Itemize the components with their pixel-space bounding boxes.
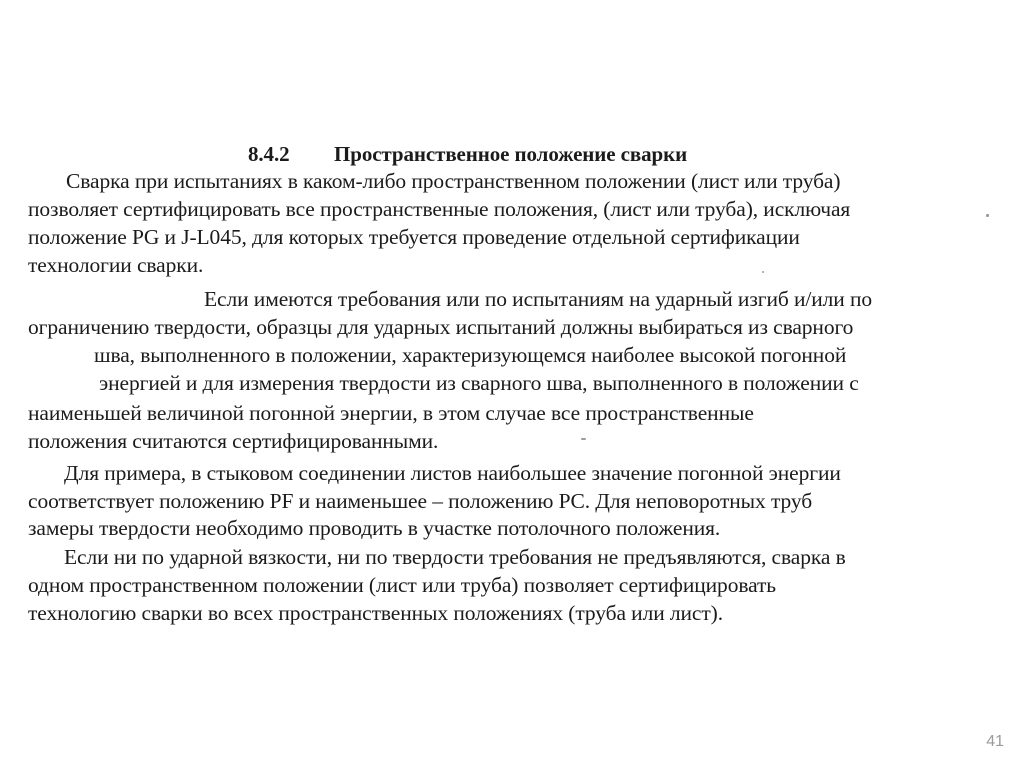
page-number: 41: [986, 733, 1004, 750]
paragraph-1-line-3: положение PG и J-L045, для которых требуется проведение отдельной сертификации: [28, 225, 800, 249]
section-heading: [248, 140, 687, 168]
paragraph-1-line-2: позволяет сертифицировать все пространственные положения, (лист или труба), исключая: [28, 197, 851, 221]
section-title: Пространственное положение сварки: [334, 142, 688, 166]
paragraph-2-line-3: шва, выполненного в положении, характеризующемся наиболее высокой погонной: [94, 343, 847, 367]
scan-speck: [762, 271, 764, 273]
paragraph-2-line-6: положения считаются сертифицированными.: [28, 429, 439, 453]
scan-speck: [581, 438, 586, 440]
paragraph-2-line-5: наименьшей величиной погонной энергии, в этом случае все пространственные: [28, 401, 754, 425]
paragraph-2-line-1: Если имеются требования или по испытаниям на ударный изгиб и/или по: [204, 287, 873, 311]
paragraph-3-line-2: соответствует положению PF и наименьшее – положению PC. Для неповоротных труб: [28, 489, 813, 513]
scan-speck: [986, 214, 989, 217]
paragraph-2-line-2: ограничению твердости, образцы для ударных испытаний должны выбираться из сварного: [28, 315, 854, 339]
paragraph-1-line-4: технологии сварки.: [28, 253, 204, 277]
paragraph-2-line-4: энергией и для измерения твердости из сварного шва, выполненного в положении с: [99, 371, 859, 395]
paragraph-1-line-1: Сварка при испытаниях в каком-либо пространственном положении (лист или труба): [66, 169, 841, 193]
paragraph-3-line-1: Для примера, в стыковом соединении листов наибольшее значение погонной энергии: [64, 461, 841, 485]
paragraph-3-line-3: замеры твердости необходимо проводить в участке потолочного положения.: [28, 516, 721, 540]
paragraph-4-line-3: технологию сварки во всех пространственных положениях (труба или лист).: [28, 601, 724, 625]
section-number: 8.4.2: [248, 142, 290, 166]
paragraph-4-line-1: Если ни по ударной вязкости, ни по твердости требования не предъявляются, сварка в: [64, 545, 846, 569]
paragraph-4-line-2: одном пространственном положении (лист или труба) позволяет сертифицировать: [28, 573, 777, 597]
